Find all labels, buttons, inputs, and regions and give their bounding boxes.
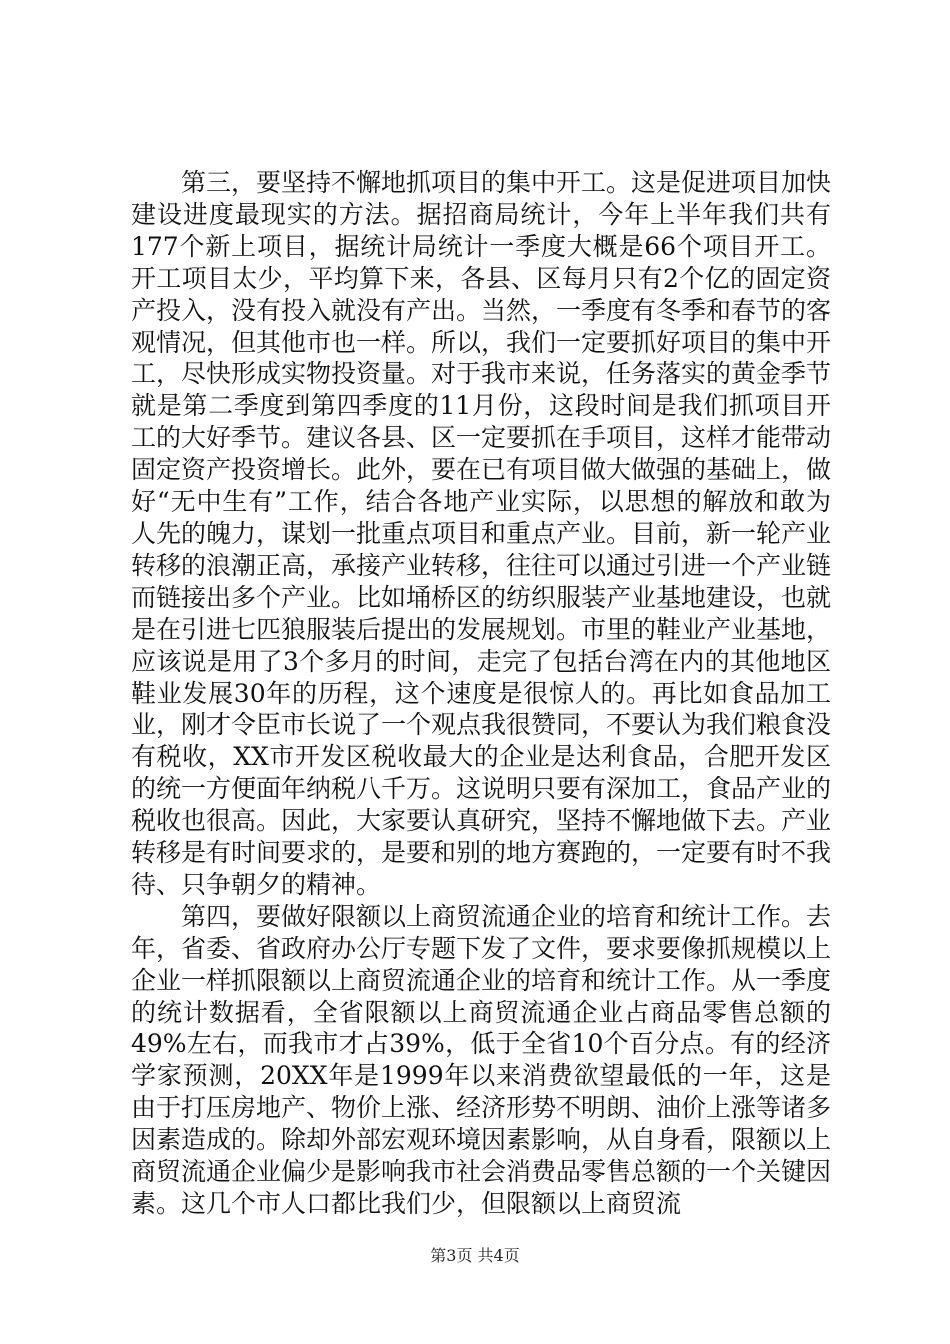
paragraph-fourth-point: 第四，要做好限额以上商贸流通企业的培育和统计工作。去年，省委、省政府办公厅专题下发了文件，要求要像抓规模以上企业一样抓限额以上商贸流通企业的培育和统计工作。从一季度的统计数据看，全省限额以上商贸流通企业占商品零售总额的49%左右，而我市才占39%，低于全省10个百分点。有的经济学家预测，20XX年是1999年以来消费欲望最低的一年，这是由于打压房地产、物价上涨、经济形势不明朗、油价上涨等诸多因素造成的。除却外部宏观环境因素影响，从自身看，限额以上商贸流通企业偏少是影响我市社会消费品零售总额的一个关键因素。这几个市人口都比我们少，但限额以上商贸流 xyxy=(131,901,832,1218)
page-footer: 第3页 共4页 xyxy=(430,1246,520,1265)
document-body xyxy=(131,167,831,1220)
paragraph-third-point: 第三，要坚持不懈地抓项目的集中开工。这是促进项目加快建设进度最现实的方法。据招商局统计，今年上半年我们共有177个新上项目，据统计局统计一季度大概是66个项目开工。开工项目太少，平均算下来，各县、区每月只有2个亿的固定资产投入，没有投入就没有产出。当然，一季度有冬季和春节的客观情况，但其他市也一样。所以，我们一定要抓好项目的集中开工，尽快形成实物投资量。对于我市来说，任务落实的黄金季节就是第二季度到第四季度的11月份，这段时间是我们抓项目开工的大好季节。建议各县、区一定要抓在手项目，这样才能带动固定资产投资增长。此外，要在已有项目做大做强的基础上，做好“无中生有”工作，结合各地产业实际，以思想的解放和敢为人先的魄力，谋划一批重点项目和重点产业。目前，新一轮产业转移的浪潮正高，承接产业转移，往往可以通过引进一个产业链而链接出多个产业。比如埇桥区的纺织服装产业基地建设，也就是在引进七匹狼服装后提出的发展规划。市里的鞋业产业基地，应该说是用了3个多月的时间，走完了包括台湾在内的其他地区鞋业发展30年的历程，这个速度是很惊人的。再比如食品加工业，刚才令臣市长说了一个观点我很赞同，不要认为我们粮食没有税收，XX市开发区税收最大的企业是达利食品，合肥开发区的统一方便面年纳税八千万。这说明只要有深加工，食品产业的税收也很高。因此，大家要认真研究，坚持不懈地做下去。产业转移是有时间要求的，是要和别的地方赛跑的，一定要有时不我待、只争朝夕的精神。 xyxy=(131,168,832,899)
